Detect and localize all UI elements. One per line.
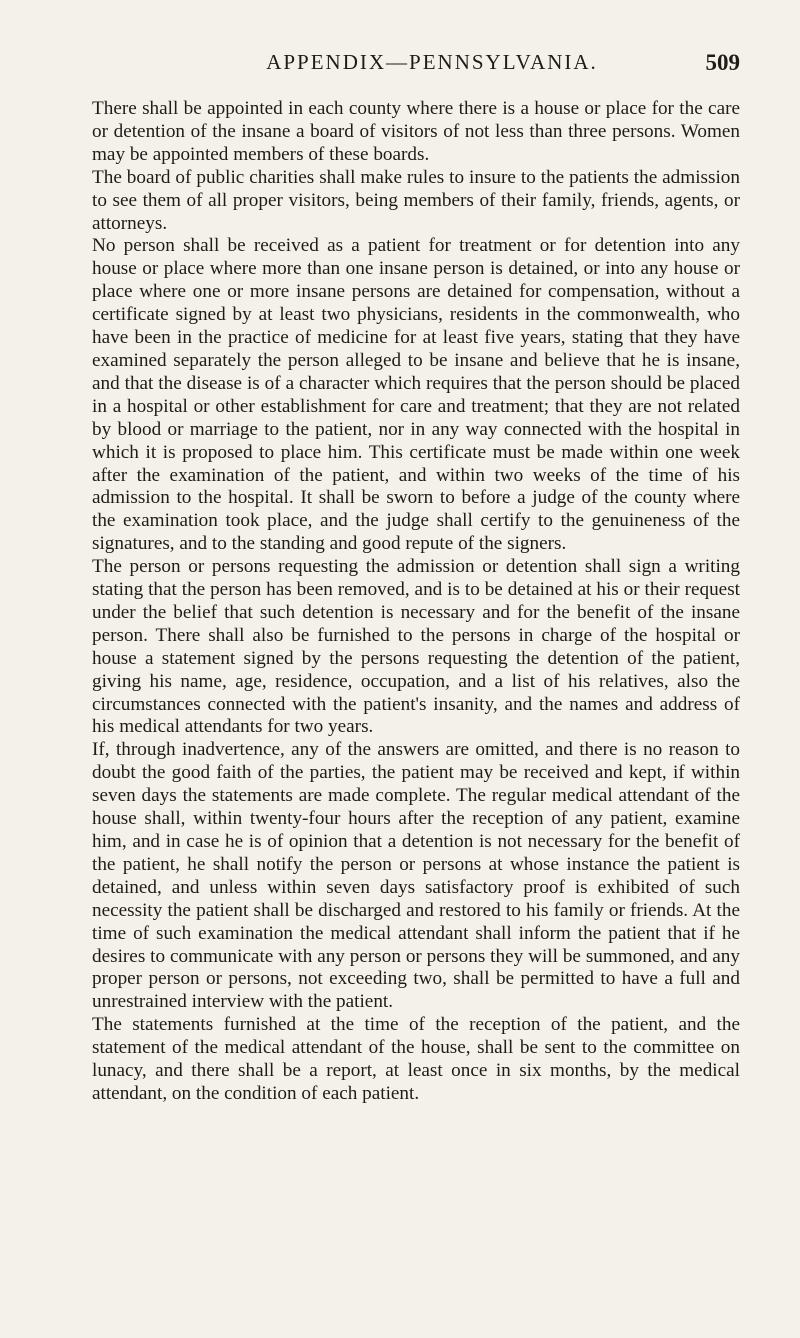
paragraph-reports: The statements furnished at the time of the reception of the patient, and the statement of the medical attendant of the house, shall be sent to the committee on lunacy, and there shall be a report, at least once in six months, by the medical attendant, on the condition of each patient. bbox=[92, 1014, 740, 1104]
paragraph-visitor-rules: The board of public charities shall make rules to insure to the patients the admission to see them of all proper visitors, being members of their family, friends, agents, or attorneys. bbox=[92, 166, 740, 234]
paragraph-omitted-answers: If, through inadvertence, any of the answers are omitted, and there is no reason to doubt the good faith of the parties, the patient may be received and kept, if within seven days the statements are made complete. The regular medical attendant of the house shall, within twenty-four hours after the reception of any patient, examine him, and in case he is of opinion that a detention is not necessary for the benefit of the patient, he shall notify the person or persons at whose instance the patient is detained, and unless within seven days satisfactory proof is exhibited of such necessity the patient shall be discharged and restored to his family or friends. At the time of such examination the medical attendant shall inform the patient that if he desires to communicate with any person or persons they will be summoned, and any proper person or persons, not exceeding two, shall be permitted to have a full and unrestrained interview with the patient. bbox=[92, 739, 740, 1013]
page-number: 509 bbox=[705, 50, 740, 75]
running-title: APPENDIX—PENNSYLVANIA. bbox=[266, 50, 598, 74]
body-text bbox=[92, 98, 740, 1106]
running-head bbox=[92, 0, 740, 90]
paragraph-admission-request: The person or persons requesting the admission or detention shall sign a writing stating that the person has been removed, and is to be detained at his or their request under the belief that such detention is necessary and for the benefit of the insane person. There shall also be furnished to the persons in charge of the hospital or house a statement signed by the persons requesting the detention of the patient, giving his name, age, residence, occupation, and a list of his relatives, also the circumstances connected with the patient's insanity, and the names and address of his medical attendants for two years. bbox=[92, 556, 740, 738]
paragraph-physician-certificate: No person shall be received as a patient for treatment or for detention into any house or place where more than one insane person is detained, or into any house or place where one or more insane persons are detained for compensation, without a certificate signed by at least two physicians, residents in the commonwealth, who have been in the practice of medicine for at least five years, stating that they have examined separately the person alleged to be insane and believe that he is insane, and that the disease is of a character which requires that the person should be placed in a hospital or other establishment for care and treatment; that they are not related by blood or marriage to the patient, nor in any way connected with the hospital in which it is proposed to place him. This certificate must be made within one week after the examination of the patient, and within two weeks of the time of his admission to the hospital. It shall be sworn to before a judge of the county where the examination took place, and the judge shall certify to the genuineness of the signatures, and to the standing and good repute of the signers. bbox=[92, 235, 740, 555]
paragraph-board-of-visitors: There shall be appointed in each county where there is a house or place for the care or detention of the insane a board of visitors of not less than three persons. Women may be appointed members of these boards. bbox=[92, 98, 740, 165]
